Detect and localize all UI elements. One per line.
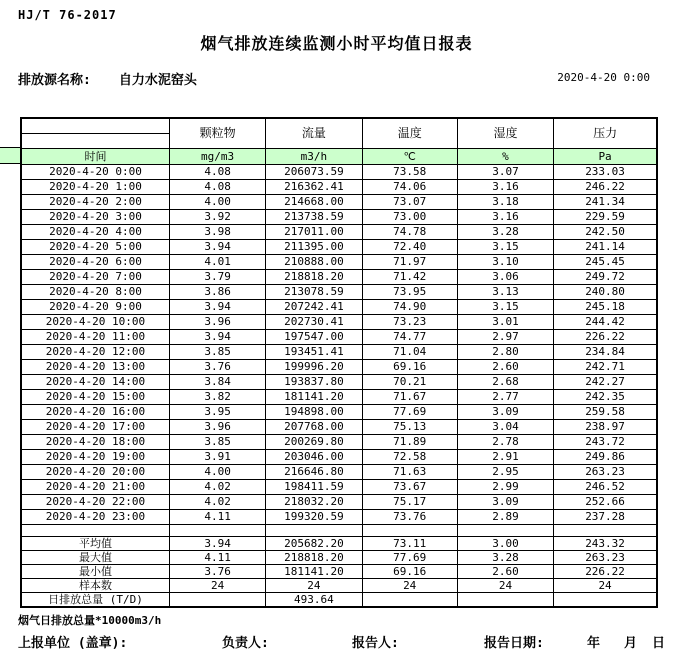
cell-value: 71.97 bbox=[362, 255, 457, 270]
table-row bbox=[21, 510, 657, 525]
cell-value: 2.97 bbox=[457, 330, 553, 345]
cell-value: 3.94 bbox=[169, 300, 265, 315]
summary-label: 平均值 bbox=[21, 537, 169, 551]
cell-value: 73.58 bbox=[362, 165, 457, 180]
header-flow: 流量 bbox=[266, 118, 362, 149]
time-row-green-band bbox=[0, 147, 22, 164]
cell-value: 213738.59 bbox=[266, 210, 362, 225]
row-time: 2020-4-20 3:00 bbox=[21, 210, 169, 225]
cell-value: 4.02 bbox=[169, 495, 265, 510]
cell-value: 3.95 bbox=[169, 405, 265, 420]
cell-value: 229.59 bbox=[554, 210, 657, 225]
cell-value: 2.89 bbox=[457, 510, 553, 525]
cell-value: 199996.20 bbox=[266, 360, 362, 375]
cell-value: 205682.20 bbox=[266, 537, 362, 551]
row-time: 2020-4-20 6:00 bbox=[21, 255, 169, 270]
separator-row bbox=[21, 525, 657, 537]
cell-value: 69.16 bbox=[362, 565, 457, 579]
cell-value: 71.63 bbox=[362, 465, 457, 480]
cell-value: 181141.20 bbox=[266, 390, 362, 405]
cell-value: 3.09 bbox=[457, 495, 553, 510]
cell-value: 3.04 bbox=[457, 420, 553, 435]
cell-value: 3.15 bbox=[457, 300, 553, 315]
cell-value: 4.08 bbox=[169, 165, 265, 180]
row-time: 2020-4-20 10:00 bbox=[21, 315, 169, 330]
cell-value: 3.76 bbox=[169, 360, 265, 375]
table-row bbox=[21, 165, 657, 180]
cell-value: 4.02 bbox=[169, 480, 265, 495]
cell-value: 4.00 bbox=[169, 465, 265, 480]
cell-value: 3.94 bbox=[169, 537, 265, 551]
table-row bbox=[21, 270, 657, 285]
year-label: 年 bbox=[587, 636, 601, 651]
row-time: 2020-4-20 19:00 bbox=[21, 450, 169, 465]
reporter-label: 报告人: bbox=[352, 636, 399, 651]
row-time: 2020-4-20 5:00 bbox=[21, 240, 169, 255]
cell-value bbox=[362, 593, 457, 608]
table-row bbox=[21, 480, 657, 495]
header-particulate: 颗粒物 bbox=[169, 118, 265, 149]
cell-value: 237.28 bbox=[554, 510, 657, 525]
cell-value: 263.23 bbox=[554, 465, 657, 480]
standard-code: HJ/T 76-2017 bbox=[18, 8, 117, 22]
cell-value: 71.04 bbox=[362, 345, 457, 360]
cell-value: 3.00 bbox=[457, 537, 553, 551]
table-row bbox=[21, 390, 657, 405]
cell-value: 3.28 bbox=[457, 551, 553, 565]
row-time: 2020-4-20 0:00 bbox=[21, 165, 169, 180]
table-row bbox=[21, 345, 657, 360]
cell-value: 242.35 bbox=[554, 390, 657, 405]
table-row bbox=[21, 435, 657, 450]
cell-value: 218818.20 bbox=[266, 270, 362, 285]
cell-value: 243.32 bbox=[554, 537, 657, 551]
header-temperature: 温度 bbox=[362, 118, 457, 149]
cell-value: 193451.41 bbox=[266, 345, 362, 360]
cell-value: 241.14 bbox=[554, 240, 657, 255]
row-time: 2020-4-20 12:00 bbox=[21, 345, 169, 360]
cell-value: 249.72 bbox=[554, 270, 657, 285]
header-humidity: 湿度 bbox=[457, 118, 553, 149]
cell-value: 4.00 bbox=[169, 195, 265, 210]
row-time: 2020-4-20 2:00 bbox=[21, 195, 169, 210]
row-time: 2020-4-20 23:00 bbox=[21, 510, 169, 525]
table-row bbox=[21, 465, 657, 480]
cell-value: 217011.00 bbox=[266, 225, 362, 240]
page-title: 烟气排放连续监测小时平均值日报表 bbox=[200, 34, 473, 53]
day-label: 日 bbox=[652, 636, 666, 651]
cell-value: 2.95 bbox=[457, 465, 553, 480]
cell-value: 203046.00 bbox=[266, 450, 362, 465]
cell-value bbox=[554, 593, 657, 608]
unit-temperature: ℃ bbox=[362, 149, 457, 165]
row-time: 2020-4-20 4:00 bbox=[21, 225, 169, 240]
cell-value: 245.18 bbox=[554, 300, 657, 315]
cell-value: 74.77 bbox=[362, 330, 457, 345]
cell-value: 3.96 bbox=[169, 420, 265, 435]
row-time: 2020-4-20 7:00 bbox=[21, 270, 169, 285]
table-row bbox=[21, 315, 657, 330]
cell-value: 226.22 bbox=[554, 330, 657, 345]
cell-value: 3.79 bbox=[169, 270, 265, 285]
cell-value: 2.80 bbox=[457, 345, 553, 360]
cell-value: 75.13 bbox=[362, 420, 457, 435]
cell-value: 73.00 bbox=[362, 210, 457, 225]
cell-value: 24 bbox=[362, 579, 457, 593]
summary-row bbox=[21, 593, 657, 608]
table-row bbox=[21, 195, 657, 210]
unit-flow: m3/h bbox=[266, 149, 362, 165]
cell-value: 3.06 bbox=[457, 270, 553, 285]
cell-value: 3.85 bbox=[169, 435, 265, 450]
cell-value: 493.64 bbox=[266, 593, 362, 608]
row-time: 2020-4-20 13:00 bbox=[21, 360, 169, 375]
cell-value: 199320.59 bbox=[266, 510, 362, 525]
cell-value: 24 bbox=[554, 579, 657, 593]
cell-value: 2.99 bbox=[457, 480, 553, 495]
cell-value: 238.97 bbox=[554, 420, 657, 435]
table-row bbox=[21, 330, 657, 345]
cell-value: 245.45 bbox=[554, 255, 657, 270]
cell-value: 24 bbox=[169, 579, 265, 593]
cell-value: 207242.41 bbox=[266, 300, 362, 315]
cell-value: 200269.80 bbox=[266, 435, 362, 450]
cell-value: 2.60 bbox=[457, 360, 553, 375]
cell-value: 77.69 bbox=[362, 405, 457, 420]
emission-source-line bbox=[18, 69, 197, 88]
cell-value: 73.23 bbox=[362, 315, 457, 330]
unit-humidity: % bbox=[457, 149, 553, 165]
report-date-label: 报告日期: bbox=[484, 636, 544, 651]
row-time: 2020-4-20 14:00 bbox=[21, 375, 169, 390]
cell-value: 241.34 bbox=[554, 195, 657, 210]
cell-value: 3.09 bbox=[457, 405, 553, 420]
cell-value: 234.84 bbox=[554, 345, 657, 360]
cell-value: 211395.00 bbox=[266, 240, 362, 255]
report-table bbox=[20, 117, 658, 608]
summary-row bbox=[21, 551, 657, 565]
cell-value: 194898.00 bbox=[266, 405, 362, 420]
header-row-top bbox=[21, 118, 657, 134]
summary-label: 最小值 bbox=[21, 565, 169, 579]
cell-value: 74.06 bbox=[362, 180, 457, 195]
cell-value: 2.68 bbox=[457, 375, 553, 390]
emission-source-name: 自力水泥窑头 bbox=[118, 73, 197, 88]
cell-value: 3.76 bbox=[169, 565, 265, 579]
responsible-label: 负责人: bbox=[222, 636, 269, 651]
cell-value: 3.98 bbox=[169, 225, 265, 240]
row-time: 2020-4-20 1:00 bbox=[21, 180, 169, 195]
cell-value: 240.80 bbox=[554, 285, 657, 300]
cell-value: 73.95 bbox=[362, 285, 457, 300]
cell-value: 2.78 bbox=[457, 435, 553, 450]
row-time: 2020-4-20 8:00 bbox=[21, 285, 169, 300]
cell-value: 73.07 bbox=[362, 195, 457, 210]
cell-value: 198411.59 bbox=[266, 480, 362, 495]
row-time: 2020-4-20 18:00 bbox=[21, 435, 169, 450]
time-column-label: 时间 bbox=[21, 149, 169, 165]
unit-pressure: Pa bbox=[554, 149, 657, 165]
cell-value: 202730.41 bbox=[266, 315, 362, 330]
cell-value: 2.77 bbox=[457, 390, 553, 405]
cell-value: 216646.80 bbox=[266, 465, 362, 480]
summary-label: 样本数 bbox=[21, 579, 169, 593]
table-row bbox=[21, 210, 657, 225]
table-row bbox=[21, 180, 657, 195]
cell-value: 73.67 bbox=[362, 480, 457, 495]
cell-value: 71.42 bbox=[362, 270, 457, 285]
cell-value: 193837.80 bbox=[266, 375, 362, 390]
header-time-blank-bottom bbox=[21, 134, 169, 149]
table-row bbox=[21, 240, 657, 255]
cell-value: 206073.59 bbox=[266, 165, 362, 180]
table-row bbox=[21, 450, 657, 465]
table-row bbox=[21, 375, 657, 390]
cell-value: 3.82 bbox=[169, 390, 265, 405]
cell-value: 3.07 bbox=[457, 165, 553, 180]
cell-value: 73.76 bbox=[362, 510, 457, 525]
cell-value: 244.42 bbox=[554, 315, 657, 330]
cell-value: 24 bbox=[457, 579, 553, 593]
row-time: 2020-4-20 9:00 bbox=[21, 300, 169, 315]
cell-value: 2.60 bbox=[457, 565, 553, 579]
cell-value: 71.89 bbox=[362, 435, 457, 450]
cell-value: 3.16 bbox=[457, 210, 553, 225]
cell-value: 69.16 bbox=[362, 360, 457, 375]
cell-value: 3.84 bbox=[169, 375, 265, 390]
cell-value: 4.11 bbox=[169, 551, 265, 565]
table-row bbox=[21, 300, 657, 315]
cell-value: 246.52 bbox=[554, 480, 657, 495]
table-row bbox=[21, 405, 657, 420]
cell-value: 218032.20 bbox=[266, 495, 362, 510]
cell-value: 246.22 bbox=[554, 180, 657, 195]
cell-value: 4.08 bbox=[169, 180, 265, 195]
header-pressure: 压力 bbox=[554, 118, 657, 149]
cell-value: 3.92 bbox=[169, 210, 265, 225]
cell-value: 263.23 bbox=[554, 551, 657, 565]
cell-value: 3.94 bbox=[169, 330, 265, 345]
month-label: 月 bbox=[624, 636, 638, 651]
cell-value: 197547.00 bbox=[266, 330, 362, 345]
cell-value: 2.91 bbox=[457, 450, 553, 465]
cell-value bbox=[457, 593, 553, 608]
signature-row bbox=[0, 632, 673, 650]
cell-value: 4.11 bbox=[169, 510, 265, 525]
cell-value: 3.18 bbox=[457, 195, 553, 210]
summary-row bbox=[21, 537, 657, 551]
cell-value: 24 bbox=[266, 579, 362, 593]
cell-value: 3.01 bbox=[457, 315, 553, 330]
row-time: 2020-4-20 15:00 bbox=[21, 390, 169, 405]
summary-row bbox=[21, 565, 657, 579]
cell-value: 243.72 bbox=[554, 435, 657, 450]
header-time-blank-top bbox=[21, 118, 169, 134]
cell-value: 4.01 bbox=[169, 255, 265, 270]
row-time: 2020-4-20 20:00 bbox=[21, 465, 169, 480]
unit-particulate: mg/m3 bbox=[169, 149, 265, 165]
cell-value: 210888.00 bbox=[266, 255, 362, 270]
cell-value: 252.66 bbox=[554, 495, 657, 510]
cell-value: 74.78 bbox=[362, 225, 457, 240]
cell-value: 242.50 bbox=[554, 225, 657, 240]
row-time: 2020-4-20 11:00 bbox=[21, 330, 169, 345]
summary-label: 日排放总量 (T/D) bbox=[21, 593, 169, 608]
table-row bbox=[21, 420, 657, 435]
cell-value: 70.21 bbox=[362, 375, 457, 390]
table-row bbox=[21, 360, 657, 375]
cell-value: 72.40 bbox=[362, 240, 457, 255]
cell-value bbox=[169, 593, 265, 608]
row-time: 2020-4-20 17:00 bbox=[21, 420, 169, 435]
row-time: 2020-4-20 22:00 bbox=[21, 495, 169, 510]
flow-total-note: 烟气日排放总量*10000m3/h bbox=[18, 614, 162, 627]
cell-value: 75.17 bbox=[362, 495, 457, 510]
row-time: 2020-4-20 16:00 bbox=[21, 405, 169, 420]
summary-label: 最大值 bbox=[21, 551, 169, 565]
cell-value: 226.22 bbox=[554, 565, 657, 579]
cell-value: 216362.41 bbox=[266, 180, 362, 195]
cell-value: 73.11 bbox=[362, 537, 457, 551]
cell-value: 3.85 bbox=[169, 345, 265, 360]
table-row bbox=[21, 495, 657, 510]
report-datetime: 2020-4-20 0:00 bbox=[557, 71, 650, 84]
cell-value: 218818.20 bbox=[266, 551, 362, 565]
table-row bbox=[21, 255, 657, 270]
cell-value: 71.67 bbox=[362, 390, 457, 405]
report-unit-label: 上报单位 (盖章): bbox=[18, 636, 128, 651]
cell-value: 214668.00 bbox=[266, 195, 362, 210]
cell-value: 242.71 bbox=[554, 360, 657, 375]
cell-value: 3.15 bbox=[457, 240, 553, 255]
summary-row bbox=[21, 579, 657, 593]
table-row bbox=[21, 285, 657, 300]
row-time: 2020-4-20 21:00 bbox=[21, 480, 169, 495]
cell-value: 77.69 bbox=[362, 551, 457, 565]
cell-value: 72.58 bbox=[362, 450, 457, 465]
cell-value: 249.86 bbox=[554, 450, 657, 465]
cell-value: 3.94 bbox=[169, 240, 265, 255]
cell-value: 3.28 bbox=[457, 225, 553, 240]
emission-source-label: 排放源名称: bbox=[18, 73, 91, 88]
unit-row bbox=[21, 149, 657, 165]
cell-value: 3.13 bbox=[457, 285, 553, 300]
cell-value: 181141.20 bbox=[266, 565, 362, 579]
table-row bbox=[21, 225, 657, 240]
cell-value: 233.03 bbox=[554, 165, 657, 180]
cell-value: 3.91 bbox=[169, 450, 265, 465]
cell-value: 207768.00 bbox=[266, 420, 362, 435]
cell-value: 213078.59 bbox=[266, 285, 362, 300]
cell-value: 3.86 bbox=[169, 285, 265, 300]
cell-value: 3.16 bbox=[457, 180, 553, 195]
cell-value: 3.96 bbox=[169, 315, 265, 330]
cell-value: 74.90 bbox=[362, 300, 457, 315]
cell-value: 242.27 bbox=[554, 375, 657, 390]
cell-value: 3.10 bbox=[457, 255, 553, 270]
cell-value: 259.58 bbox=[554, 405, 657, 420]
